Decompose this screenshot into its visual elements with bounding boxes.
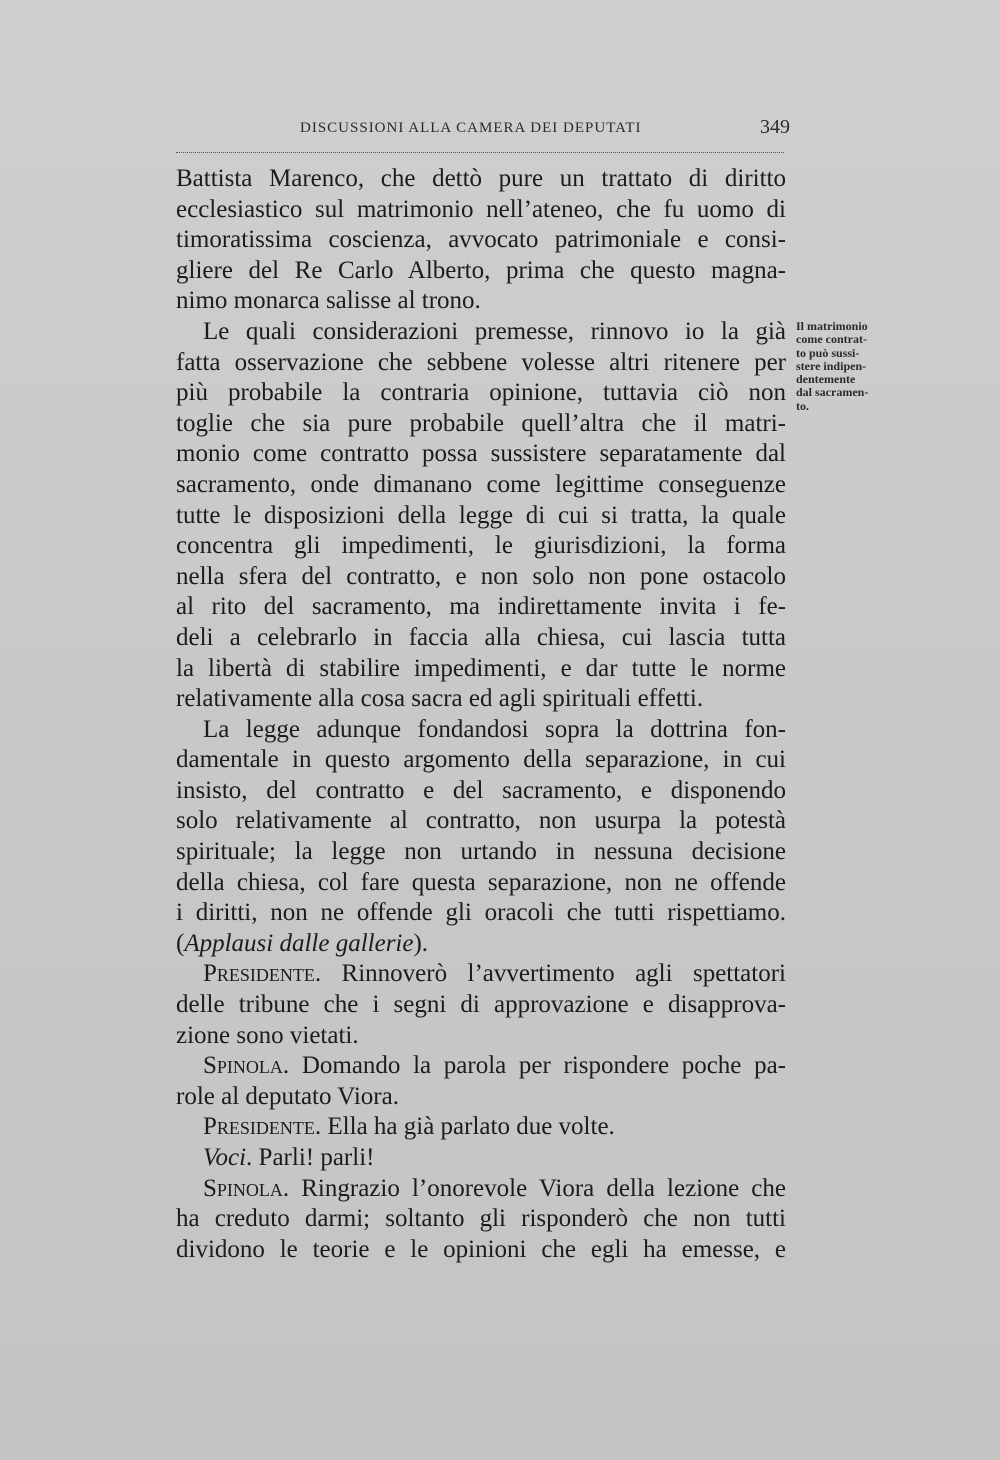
- margin-note-line: dal sacramen-: [796, 385, 869, 400]
- speaker-name: Presidente: [203, 1113, 315, 1141]
- text-line: monio come contratto possa sussistere separatamente dal: [176, 440, 786, 468]
- speech-line: [176, 959, 786, 990]
- text-line: solo relativamente al contratto, non usurpa la potestà: [176, 807, 786, 835]
- page-header: [300, 116, 790, 146]
- speaker-name: Spinola: [203, 1052, 283, 1080]
- speech-line: [176, 1051, 786, 1082]
- speech-text: . Domando la parola per rispondere poche pa-: [282, 1052, 786, 1080]
- text-line: toglie che sia pure probabile quell’altra che il matri-: [176, 409, 786, 437]
- speech-line: [176, 1143, 786, 1174]
- text-line: deli a celebrarlo in faccia alla chiesa, cui lascia tutta: [176, 623, 786, 651]
- margin-note-line: Il matrimonio: [796, 319, 868, 333]
- text-line: zione sono vietati.: [176, 1021, 359, 1049]
- text-line: nella sfera del contratto, e non solo non pone ostacolo: [176, 562, 786, 590]
- margin-note-line: come contrat-: [796, 332, 867, 347]
- text-line: timoratissima coscienza, avvocato patrimoniale e consi-: [176, 226, 786, 254]
- text-line: gliere del Re Carlo Alberto, prima che questo magna-: [176, 256, 786, 284]
- running-head: DISCUSSIONI ALLA CAMERA DEI DEPUTATI: [300, 120, 642, 136]
- text-line: Le quali considerazioni premesse, rinnovo io la già: [203, 317, 786, 345]
- margin-note-line: dentemente: [796, 372, 856, 387]
- applause-line: [176, 929, 786, 960]
- speaker-name: Voci: [203, 1144, 247, 1171]
- text-line: damentale in questo argomento della separazione, in cui: [176, 746, 786, 774]
- body-text: [176, 164, 786, 1265]
- text-line: La legge adunque fondandosi sopra la dottrina fon-: [203, 715, 786, 743]
- text-line: sacramento, onde dimanano come legittime conseguenze: [176, 470, 786, 498]
- text-line: Battista Marenco, che dettò pure un trattato di diritto: [176, 165, 786, 192]
- text-line: insisto, del contratto e del sacramento, e disponendo: [176, 776, 786, 804]
- text-line: la libertà di stabilire impedimenti, e dar tutte le norme: [176, 654, 786, 682]
- margin-note-line: to può sussi-: [796, 345, 860, 360]
- text-line: concentra gli impedimenti, le giurisdizioni, la forma: [176, 532, 786, 560]
- text-line: fatta osservazione che sebbene volesse altri ritenere per: [176, 348, 786, 376]
- text-line: più probabile la contraria opinione, tuttavia ciò non: [176, 379, 786, 407]
- text-line: dividono le teorie e le opinioni che egli ha emesse, e: [176, 1235, 786, 1263]
- text-line: tutte le disposizioni della legge di cui si tratta, la quale: [176, 501, 786, 529]
- text-line: della chiesa, col fare questa separazione, non ne offende: [176, 868, 786, 896]
- text-line: delle tribune che i segni di approvazione e disapprova-: [176, 991, 786, 1019]
- margin-note-line: to.: [796, 398, 809, 413]
- text-line: ecclesiastico sul matrimonio nell’ateneo, che fu uomo di: [176, 195, 786, 223]
- margin-note: [796, 320, 908, 413]
- header-rule: [176, 152, 784, 153]
- speech-text: . Rinnoverò l’avvertimento agli spettatori: [314, 960, 786, 988]
- text-line: i diritti, non ne offende gli oracoli che tutti rispettiamo.: [176, 899, 786, 927]
- margin-note-line: stere indipen-: [796, 358, 867, 373]
- page-number: 349: [760, 116, 790, 138]
- text-line: spirituale; la legge non urtando in nessuna decisione: [176, 838, 786, 866]
- speaker-name: Presidente: [203, 960, 315, 988]
- speech-text: . Parli! parli!: [246, 1144, 375, 1171]
- applause-close: ).: [413, 929, 429, 957]
- text-line: nimo monarca salisse al trono.: [176, 287, 481, 315]
- text-line: relativamente alla cosa sacra ed agli spirituali effetti.: [176, 685, 704, 713]
- applause-text: Applausi dalle gallerie: [184, 929, 414, 957]
- speech-line: [176, 1174, 786, 1205]
- text-line: role al deputato Viora.: [176, 1082, 399, 1110]
- text-line: ha creduto darmi; soltanto gli risponderò che non tutti: [176, 1205, 786, 1233]
- speech-line: [176, 1112, 786, 1143]
- speech-text: . Ringrazio l’onorevole Viora della lezione che: [282, 1174, 786, 1202]
- applause-open: (: [176, 929, 185, 957]
- text-line: al rito del sacramento, ma indirettamente invita i fe-: [176, 593, 786, 621]
- speech-text: . Ella ha già parlato due volte.: [314, 1113, 615, 1141]
- speaker-name: Spinola: [203, 1174, 283, 1202]
